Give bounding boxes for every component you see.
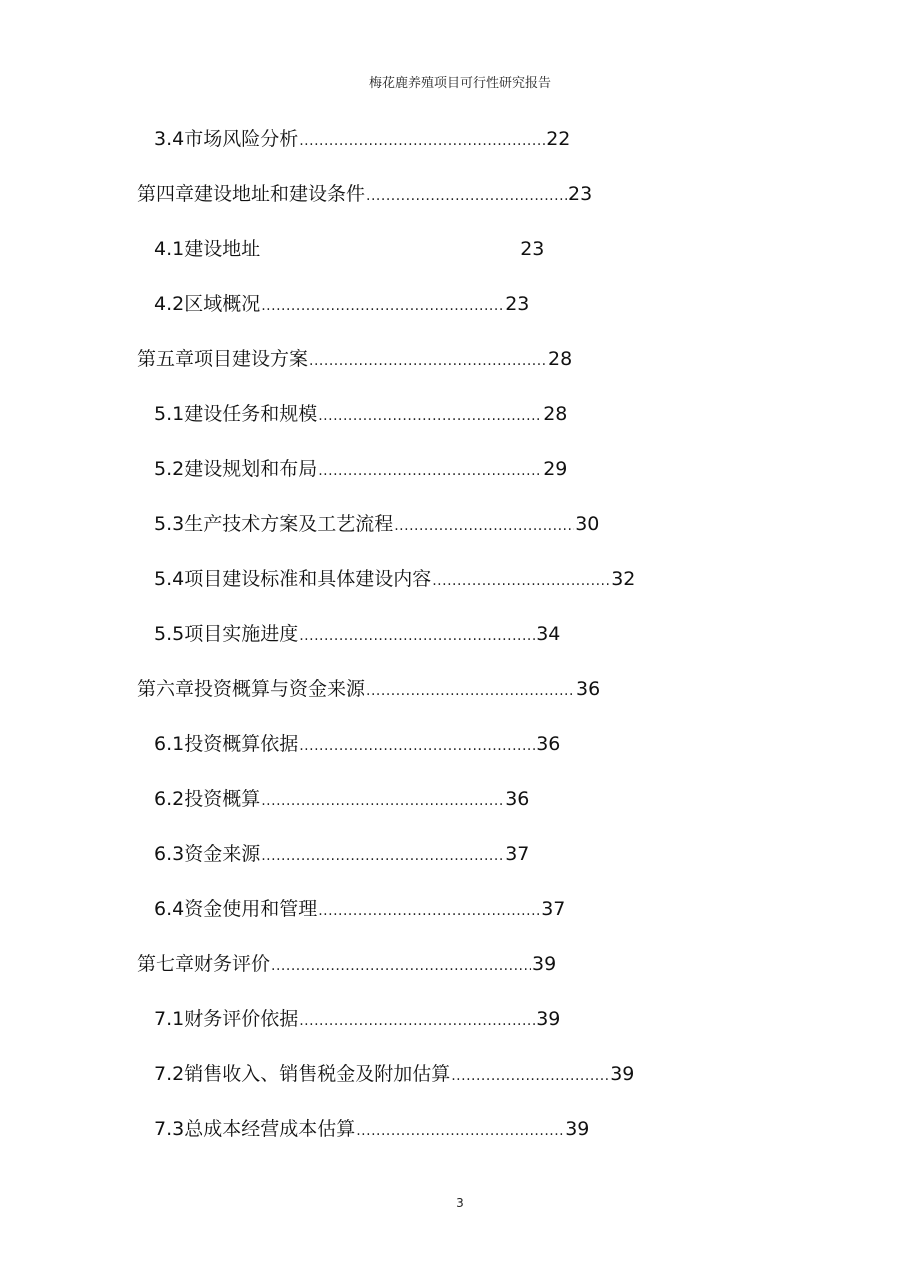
toc-entry[interactable] bbox=[154, 290, 529, 318]
toc-page: 39 bbox=[536, 1008, 561, 1030]
toc-label: 5.5项目实施进度 bbox=[154, 623, 299, 645]
dot-leader bbox=[318, 457, 542, 485]
toc-page: 29 bbox=[543, 458, 568, 480]
toc-entry[interactable] bbox=[154, 840, 529, 868]
toc-label: 6.2投资概算 bbox=[154, 788, 261, 810]
toc-label: 7.2销售收入、销售税金及附加估算 bbox=[154, 1063, 451, 1085]
toc-page: 34 bbox=[536, 623, 561, 645]
toc-page: 37 bbox=[505, 843, 530, 865]
toc-label: 第五章项目建设方案 bbox=[137, 348, 309, 370]
dot-leader bbox=[299, 732, 535, 760]
toc-label: 3.4市场风险分析 bbox=[154, 128, 299, 150]
toc-label: 5.2建设规划和布局 bbox=[154, 458, 318, 480]
toc-entry[interactable] bbox=[154, 455, 567, 483]
dot-leader bbox=[394, 512, 574, 540]
toc-page: 36 bbox=[576, 678, 601, 700]
dot-leader bbox=[318, 402, 542, 430]
toc-label: 4.2区域概况 bbox=[154, 293, 261, 315]
toc-entry[interactable] bbox=[137, 675, 600, 703]
toc-entry[interactable] bbox=[154, 510, 599, 538]
toc-label: 第四章建设地址和建设条件 bbox=[137, 183, 366, 205]
dot-leader bbox=[261, 292, 504, 320]
toc-page: 23 bbox=[505, 293, 530, 315]
dot-leader bbox=[261, 842, 504, 870]
toc-entry[interactable] bbox=[154, 785, 529, 813]
toc-entry[interactable] bbox=[137, 180, 592, 208]
toc-entry[interactable] bbox=[154, 1060, 634, 1088]
dot-leader bbox=[356, 1117, 564, 1145]
toc-label: 第六章投资概算与资金来源 bbox=[137, 678, 366, 700]
dot-leader bbox=[299, 1007, 535, 1035]
toc-label: 4.1建设地址 bbox=[154, 238, 261, 260]
toc-label: 7.3总成本经营成本估算 bbox=[154, 1118, 356, 1140]
toc-entry[interactable] bbox=[137, 345, 572, 373]
dot-leader bbox=[432, 567, 610, 595]
toc-label: 5.1建设任务和规模 bbox=[154, 403, 318, 425]
toc-page: 32 bbox=[611, 568, 636, 590]
dot-leader bbox=[299, 127, 545, 155]
toc-page: 39 bbox=[610, 1063, 635, 1085]
toc-label: 5.3生产技术方案及工艺流程 bbox=[154, 513, 394, 535]
dot-leader bbox=[261, 787, 504, 815]
dot-leader bbox=[271, 952, 531, 980]
toc-entry[interactable] bbox=[154, 730, 560, 758]
toc-entry[interactable] bbox=[154, 235, 544, 263]
dot-leader bbox=[309, 347, 547, 375]
toc-label: 5.4项目建设标准和具体建设内容 bbox=[154, 568, 432, 590]
toc-page: 36 bbox=[536, 733, 561, 755]
toc-page: 39 bbox=[565, 1118, 590, 1140]
dot-leader bbox=[366, 677, 575, 705]
toc-label: 6.4资金使用和管理 bbox=[154, 898, 318, 920]
toc-entry[interactable] bbox=[154, 620, 560, 648]
toc-page: 23 bbox=[568, 183, 593, 205]
toc-entry[interactable] bbox=[154, 895, 565, 923]
toc-entry[interactable] bbox=[154, 565, 635, 593]
toc-page: 30 bbox=[575, 513, 600, 535]
toc-entry[interactable] bbox=[154, 1005, 560, 1033]
toc-entry[interactable] bbox=[154, 125, 570, 153]
toc-page: 23 bbox=[520, 238, 545, 260]
toc-entry[interactable] bbox=[137, 950, 556, 978]
toc-page: 22 bbox=[546, 128, 571, 150]
toc-page: 28 bbox=[543, 403, 568, 425]
toc-label: 7.1财务评价依据 bbox=[154, 1008, 299, 1030]
toc-page: 28 bbox=[548, 348, 573, 370]
dot-leader bbox=[366, 182, 567, 210]
toc-label: 6.3资金来源 bbox=[154, 843, 261, 865]
toc-label: 第七章财务评价 bbox=[137, 953, 271, 975]
toc-page: 39 bbox=[532, 953, 557, 975]
toc-label: 6.1投资概算依据 bbox=[154, 733, 299, 755]
toc-entry[interactable] bbox=[154, 1115, 589, 1143]
toc-page: 37 bbox=[541, 898, 566, 920]
toc-page: 36 bbox=[505, 788, 530, 810]
dot-leader bbox=[299, 622, 535, 650]
page-header: 梅花鹿养殖项目可行性研究报告 bbox=[368, 76, 551, 91]
page-number: 3 bbox=[456, 1196, 464, 1210]
toc-entry[interactable] bbox=[154, 400, 567, 428]
dot-leader bbox=[318, 897, 540, 925]
dot-leader bbox=[451, 1062, 609, 1090]
